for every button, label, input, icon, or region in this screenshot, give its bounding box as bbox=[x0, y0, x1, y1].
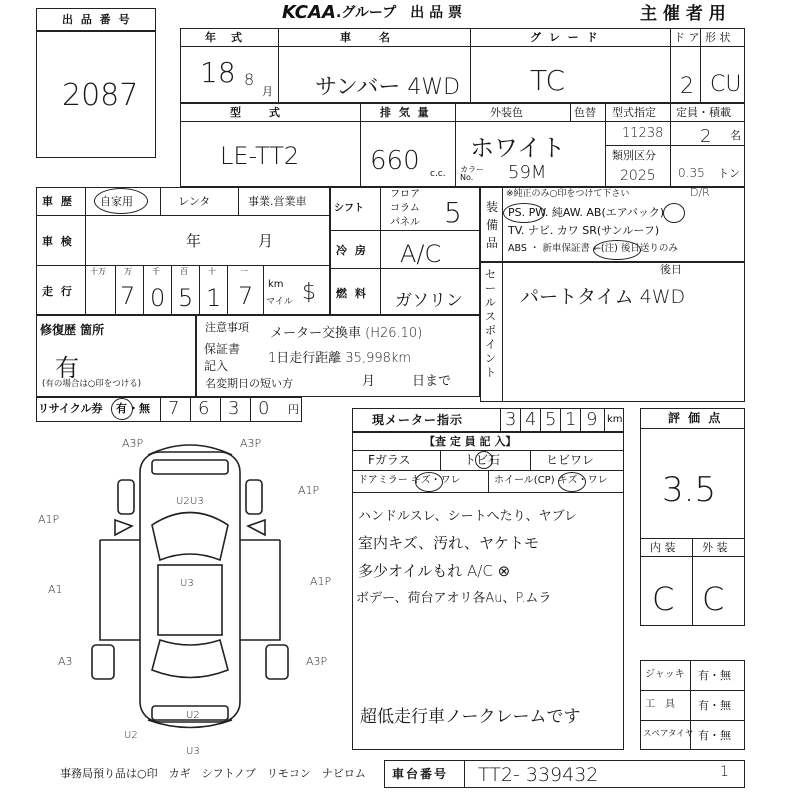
inspector-line1: ハンドルスレ、シートへたり、ヤブレ bbox=[358, 509, 578, 524]
car-name-label: 車 名 bbox=[340, 31, 392, 44]
meter-unit: km bbox=[607, 414, 623, 425]
wheel-scratch-circle bbox=[558, 472, 586, 492]
load-unit: トン bbox=[718, 167, 740, 180]
shift-label: シフト bbox=[334, 203, 364, 214]
interior-label: 内 装 bbox=[650, 541, 676, 554]
rear-bumper bbox=[148, 720, 232, 728]
inspection-month: 月 bbox=[258, 232, 274, 250]
chassis-suffix: 1 bbox=[720, 764, 729, 780]
year-value: 18 bbox=[200, 56, 236, 89]
equipment-label: 装備品 bbox=[486, 200, 499, 250]
equipment-db: D/R bbox=[690, 186, 710, 199]
meter-digit-3: 1 bbox=[565, 409, 577, 430]
month-unit: 月 bbox=[262, 85, 273, 98]
crack-label: ヒビワレ bbox=[546, 453, 595, 467]
damage-mark-hood: U2 bbox=[176, 496, 190, 507]
year-label: 年 式 bbox=[205, 31, 244, 44]
mileage-digit-4: 7 bbox=[238, 282, 254, 310]
fuel-label: 燃 料 bbox=[336, 287, 368, 300]
digit-label-2: 千 bbox=[152, 267, 160, 276]
shift-panel: パネル bbox=[390, 217, 420, 228]
history-business: 事業.営業車 bbox=[248, 195, 307, 208]
model-label: 型 式 bbox=[230, 106, 282, 119]
damage-mark-roof: U3 bbox=[180, 578, 194, 589]
digit-label-3: 百 bbox=[180, 267, 188, 276]
repair-label: 修復歴 箇所 bbox=[40, 323, 105, 337]
rating-value: 3.5 bbox=[662, 470, 717, 510]
car-name-value: サンバー 4WD bbox=[315, 75, 461, 100]
chip-circle bbox=[475, 451, 493, 469]
right-mirror bbox=[248, 520, 265, 535]
meter-digit-0: 3 bbox=[505, 409, 517, 430]
shift-value: 5 bbox=[444, 196, 462, 229]
mirror-label: ドアミラー キズ・ワレ bbox=[358, 475, 461, 486]
front-left-wheel bbox=[118, 480, 134, 514]
chip-label: トビ石 bbox=[464, 453, 501, 467]
color-change-label: 色替 bbox=[574, 106, 596, 119]
interior-value: C bbox=[652, 580, 675, 618]
damage-mark-right-rear: A3P bbox=[306, 655, 328, 668]
damage-mark-right-mid: A1P bbox=[310, 575, 332, 588]
mileage-digit-2: 5 bbox=[178, 284, 194, 312]
exterior-value: C bbox=[702, 580, 725, 618]
equipment-note: ※純正のみ○印をつけて下さい bbox=[506, 189, 630, 199]
recycle-have: 有 bbox=[116, 402, 127, 415]
recycle-digit-1: 6 bbox=[198, 398, 210, 419]
jack-label: ジャッキ bbox=[645, 669, 685, 680]
equipment-line3: ABS ・ 新車保証書 ←(注) 後日送りのみ bbox=[508, 243, 678, 254]
digit-label-5: 一 bbox=[240, 267, 248, 276]
mileage-mark: $ bbox=[302, 280, 316, 305]
inspection-year: 年 bbox=[186, 232, 202, 250]
recycle-unit: 円 bbox=[288, 403, 299, 416]
jack-options: 有・無 bbox=[698, 669, 731, 682]
ps-circle bbox=[503, 203, 545, 223]
type-designation-label: 型式指定 bbox=[612, 106, 656, 119]
load-value: 0.35 bbox=[678, 166, 705, 180]
notes-label: 注意事項 bbox=[205, 321, 249, 334]
expiry-label: 名変期日の短い方 bbox=[205, 377, 293, 390]
expiry-month: 月 bbox=[362, 374, 376, 389]
mirror-scratch-circle bbox=[415, 472, 443, 492]
footer-note: 事務局預り品は○印 カギ シフトノブ リモコン ナビロム bbox=[60, 767, 366, 780]
capacity-value: 2 bbox=[700, 126, 712, 147]
cc-value: 660 bbox=[370, 146, 420, 176]
month-value: 8 bbox=[244, 70, 255, 89]
damage-mark-rear-bottom: U3 bbox=[186, 746, 200, 757]
grade-value: TC bbox=[530, 64, 566, 97]
cc-label: 排 気 量 bbox=[380, 106, 431, 119]
exterior-label: 外 装 bbox=[702, 541, 728, 554]
notes-line1: メーター交換車 (H26.10) bbox=[270, 326, 423, 341]
ac-label: 冷 房 bbox=[336, 244, 368, 257]
capacity-label: 定員・積載 bbox=[676, 106, 731, 119]
color-no-label: カラー No. bbox=[460, 165, 484, 182]
rating-label: 評 価 点 bbox=[668, 411, 723, 425]
lot-number: 2087 bbox=[62, 78, 139, 113]
notes-line2: 1日走行距離 35,998km bbox=[268, 351, 412, 366]
roof bbox=[158, 565, 222, 635]
shift-column: コラム bbox=[390, 203, 420, 214]
equipment-line1: PS. PW. 純AW. AB(エアバック) bbox=[508, 206, 665, 219]
right-door bbox=[240, 540, 280, 640]
history-rental: レンタ bbox=[178, 195, 211, 208]
chassis-value: TT2- 339432 bbox=[478, 764, 599, 786]
damage-mark-left-rear: A3 bbox=[58, 655, 73, 668]
inspector-line3: 多少オイルもれ A/C ⊗ bbox=[358, 562, 511, 580]
digit-label-0: 十万 bbox=[90, 267, 106, 276]
recycle-digit-0: 7 bbox=[168, 398, 180, 419]
warranty-circle bbox=[593, 240, 641, 260]
repair-value: 有 bbox=[55, 354, 79, 382]
ab-circle bbox=[663, 203, 685, 223]
damage-mark-front-left: A3P bbox=[122, 437, 144, 450]
wheel-label: ホイール(CP) キズ・ワレ bbox=[494, 475, 608, 486]
organizer-label: 主 催 者 用 bbox=[640, 4, 726, 24]
digit-label-1: 万 bbox=[124, 267, 132, 276]
history-private: 自家用 bbox=[100, 195, 133, 208]
type-value: 11238 bbox=[622, 126, 664, 141]
history-label: 車 歴 bbox=[42, 195, 74, 208]
shift-floor: フロア bbox=[390, 189, 420, 200]
mileage-label: 走 行 bbox=[42, 285, 74, 298]
history-private-circle bbox=[94, 188, 148, 214]
tools-options: 有・無 bbox=[698, 699, 731, 712]
damage-mark-rear-left: U2 bbox=[124, 730, 138, 741]
fuel-value: ガソリン bbox=[395, 291, 463, 311]
damage-mark-right-front: A1P bbox=[298, 484, 320, 497]
meter-digit-4: 9 bbox=[586, 409, 598, 430]
door-label: ド ア bbox=[674, 31, 700, 44]
damage-mark-left-front: A1P bbox=[38, 513, 60, 526]
inspector-line5: 超低走行車ノークレームです bbox=[360, 707, 581, 727]
inspector-label: 【査 定 員 記 入】 bbox=[424, 435, 517, 448]
recycle-digit-3: 0 bbox=[258, 398, 270, 419]
mileage-digit-1: 0 bbox=[150, 284, 166, 312]
repair-note: (有の場合は○印をつける) bbox=[42, 379, 142, 389]
mileage-digit-3: 1 bbox=[206, 284, 222, 312]
rear-window bbox=[152, 640, 228, 678]
glass-label: Fガラス bbox=[368, 453, 411, 467]
ac-value: A/C bbox=[400, 240, 442, 268]
equipment-line2: TV. ナビ. カワ SR(サンルーフ) bbox=[508, 224, 660, 237]
inspector-line4: ボデー、荷台アオリ各Au、P.ムラ bbox=[356, 591, 552, 606]
color-value: ホワイト bbox=[470, 134, 566, 162]
front-right-wheel bbox=[246, 480, 262, 514]
shape-value: CU bbox=[710, 72, 742, 97]
guarantee-label: 保証書 記入 bbox=[204, 342, 241, 373]
shape-label: 形 状 bbox=[705, 31, 731, 44]
inspection-label: 車 検 bbox=[42, 235, 74, 248]
mile-label: マイル bbox=[266, 297, 293, 307]
sales-point-value: パートタイム 4WD bbox=[520, 286, 686, 308]
grade-label: グ レ ー ド bbox=[530, 31, 600, 44]
cc-unit: c.c. bbox=[430, 169, 446, 179]
expiry-day: 日まで bbox=[412, 374, 452, 389]
rear-right-wheel bbox=[266, 645, 288, 679]
meter-digit-1: 4 bbox=[525, 409, 537, 430]
color-label: 外装色 bbox=[490, 106, 523, 119]
front-bumper bbox=[148, 445, 232, 455]
chassis-label: 車台番号 bbox=[392, 767, 449, 781]
damage-mark-front-right: A3P bbox=[240, 437, 262, 450]
damage-mark-left-mid: A1 bbox=[48, 583, 63, 596]
spare-label: スペアタイヤ bbox=[643, 729, 694, 739]
windshield bbox=[152, 513, 228, 561]
lot-label: 出 品 番 号 bbox=[62, 13, 132, 26]
left-door bbox=[100, 540, 140, 640]
recycle-label: リサイクル券 bbox=[38, 402, 103, 415]
left-mirror bbox=[115, 520, 132, 535]
tools-label: 工 具 bbox=[645, 699, 675, 710]
door-value: 2 bbox=[680, 74, 694, 99]
recycle-none: ・無 bbox=[128, 402, 150, 415]
meter-label: 現メーター指示 bbox=[372, 413, 464, 427]
brand-logo: KCAA bbox=[282, 2, 336, 23]
inspector-line2: 室内キズ、汚れ、ヤケトモ bbox=[358, 534, 540, 552]
km-label: km bbox=[268, 279, 284, 290]
spare-options: 有・無 bbox=[698, 729, 731, 742]
grille bbox=[152, 460, 228, 474]
capacity-unit: 名 bbox=[730, 129, 741, 142]
mileage-digit-0: 7 bbox=[120, 282, 136, 310]
form-title: .グループ 出 品 票 bbox=[336, 5, 462, 21]
class-label: 類別区分 bbox=[612, 149, 656, 162]
class-value: 2025 bbox=[620, 168, 656, 184]
rear-left-wheel bbox=[92, 645, 114, 679]
recycle-digit-2: 3 bbox=[228, 398, 240, 419]
sales-point-label: セールスポイント bbox=[485, 268, 496, 379]
color-no-value: 59M bbox=[508, 162, 547, 183]
equipment-later: 後日 bbox=[660, 263, 682, 276]
damage-mark-hood-2: U3 bbox=[190, 496, 204, 507]
digit-label-4: 十 bbox=[208, 267, 216, 276]
model-value: LE-TT2 bbox=[220, 142, 300, 170]
meter-digit-2: 5 bbox=[545, 409, 557, 430]
damage-mark-bed: U2 bbox=[186, 710, 200, 721]
